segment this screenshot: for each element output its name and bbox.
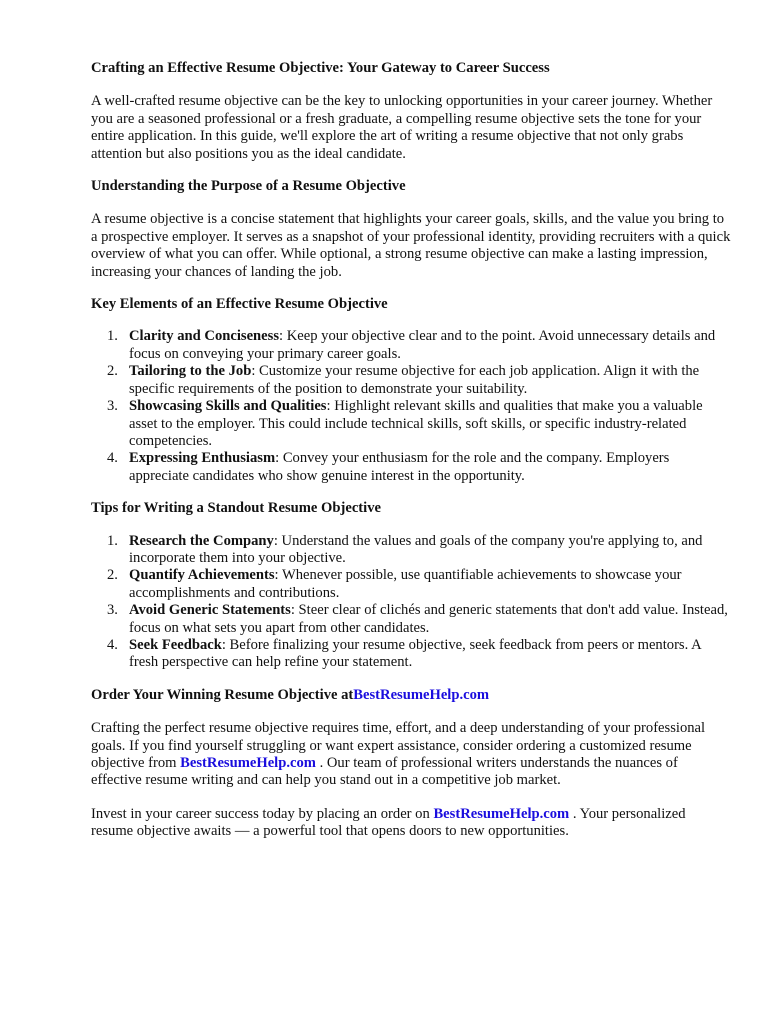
list-item-text: : Highlight relevant skills and qualities that make you a valuable asset to the employer. This could include technical skills, soft skills, or specific industry-related competencies. (129, 398, 703, 449)
list-item-term: Showcasing Skills and Qualities (129, 398, 327, 415)
list-item-text: : Before finalizing your resume objective, seek feedback from peers or mentors. A fresh perspective can help refine your statement. (129, 636, 701, 671)
order-paragraph-link[interactable]: BestResumeHelp.com (180, 755, 316, 771)
order-heading: Order Your Winning Resume Objective atBestResumeHelp.com (91, 686, 490, 703)
list-item-term: Clarity and Conciseness (129, 328, 279, 345)
list-item: 1. Clarity and Conciseness: Keep your objective clear and to the point. Avoid unnecessary details and focus on conveying your primary career goals. (107, 328, 716, 362)
order-heading-link[interactable]: BestResumeHelp.com (353, 686, 490, 703)
purpose-heading: Understanding the Purpose of a Resume Objective (91, 178, 406, 195)
list-item-term: Seek Feedback (129, 636, 222, 653)
intro-paragraph: A well-crafted resume objective can be the key to unlocking opportunities in your career journey. Whether you are a seasoned professional or a fresh graduate, a compelling resume objective sets the tone for your entire application. In this guide, we'll explore the art of writing a resume objective that not only grabs attention but also positions you as the ideal candidate. (91, 93, 713, 162)
list-item: 2. Tailoring to the Job: Customize your resume objective for each job application. Align it with the specific requirements of the position to demonstrate your suitability. (107, 363, 700, 397)
list-item-term: Avoid Generic Statements (129, 602, 291, 619)
document-page (91, 60, 731, 841)
list-item-term: Expressing Enthusiasm (129, 450, 276, 467)
purpose-paragraph: A resume objective is a concise statement that highlights your career goals, skills, and the value you bring to a prospective employer. It serves as a snapshot of your professional identity, providing recruiters with a quick overview of what you can offer. While optional, a strong resume objective can make a lasting impression, increasing your chances of landing the job. (91, 211, 731, 280)
elements-heading: Key Elements of an Effective Resume Objective (91, 296, 388, 313)
list-item-term: Tailoring to the Job (129, 363, 252, 380)
elements-list (91, 328, 731, 485)
document-title: Crafting an Effective Resume Objective: Your Gateway to Career Success (91, 60, 550, 76)
list-item: 3. Avoid Generic Statements: Steer clear of clichés and generic statements that don't add value. Instead, focus on what sets you apart from other candidates. (107, 602, 728, 636)
list-item-term: Quantify Achievements (129, 567, 275, 584)
list-item-term: Research the Company (129, 532, 274, 549)
list-item-text: : Steer clear of clichés and generic statements that don't add value. Instead, focus on what sets you apart from other candidates. (129, 602, 728, 636)
list-item: 1. Research the Company: Understand the values and goals of the company you're applying to, and incorporate them into your objective. (107, 532, 703, 566)
invest-paragraph-link[interactable]: BestResumeHelp.com (433, 805, 570, 822)
list-item: 2. Quantify Achievements: Whenever possible, use quantifiable achievements to showcase your accomplishments and contributions. (107, 567, 682, 601)
order-paragraph: Crafting the perfect resume objective requires time, effort, and a deep understanding of your professional goals. If you find yourself struggling or want expert assistance, consider ordering a customized resume objective from BestResumeHelp.com . Our team of professional writers understands the nuances of effective resume writing and can help you stand out in a competitive job market. (91, 720, 706, 789)
list-item-text: : Keep your objective clear and to the point. Avoid unnecessary details and focus on conveying your primary career goals. (129, 328, 716, 362)
tips-heading: Tips for Writing a Standout Resume Objective (91, 500, 382, 517)
list-item: 3. Showcasing Skills and Qualities: Highlight relevant skills and qualities that make you a valuable asset to the employer. This could include technical skills, soft skills, or specific industry-related competencies. (107, 398, 703, 449)
invest-paragraph: Invest in your career success today by placing an order on BestResumeHelp.com . Your personalized resume objective awaits — a powerful tool that opens doors to new opportunities. (91, 805, 686, 840)
list-item-text: : Convey your enthusiasm for the role and the company. Employers appreciate candidates who show genuine interest in the opportunity. (129, 450, 670, 484)
list-item-text: : Whenever possible, use quantifiable achievements to showcase your accomplishments and contributions. (129, 567, 682, 601)
list-item-text: : Customize your resume objective for each job application. Align it with the specific requirements of the position to demonstrate your suitability. (129, 363, 700, 397)
list-item: 4. Seek Feedback: Before finalizing your resume objective, seek feedback from peers or mentors. A fresh perspective can help refine your statement. (107, 636, 701, 671)
tips-list (91, 533, 731, 672)
list-item-text: : Understand the values and goals of the company you're applying to, and incorporate them into your objective. (129, 532, 703, 566)
list-item: 4. Expressing Enthusiasm: Convey your enthusiasm for the role and the company. Employers appreciate candidates who show genuine interest in the opportunity. (107, 450, 670, 484)
